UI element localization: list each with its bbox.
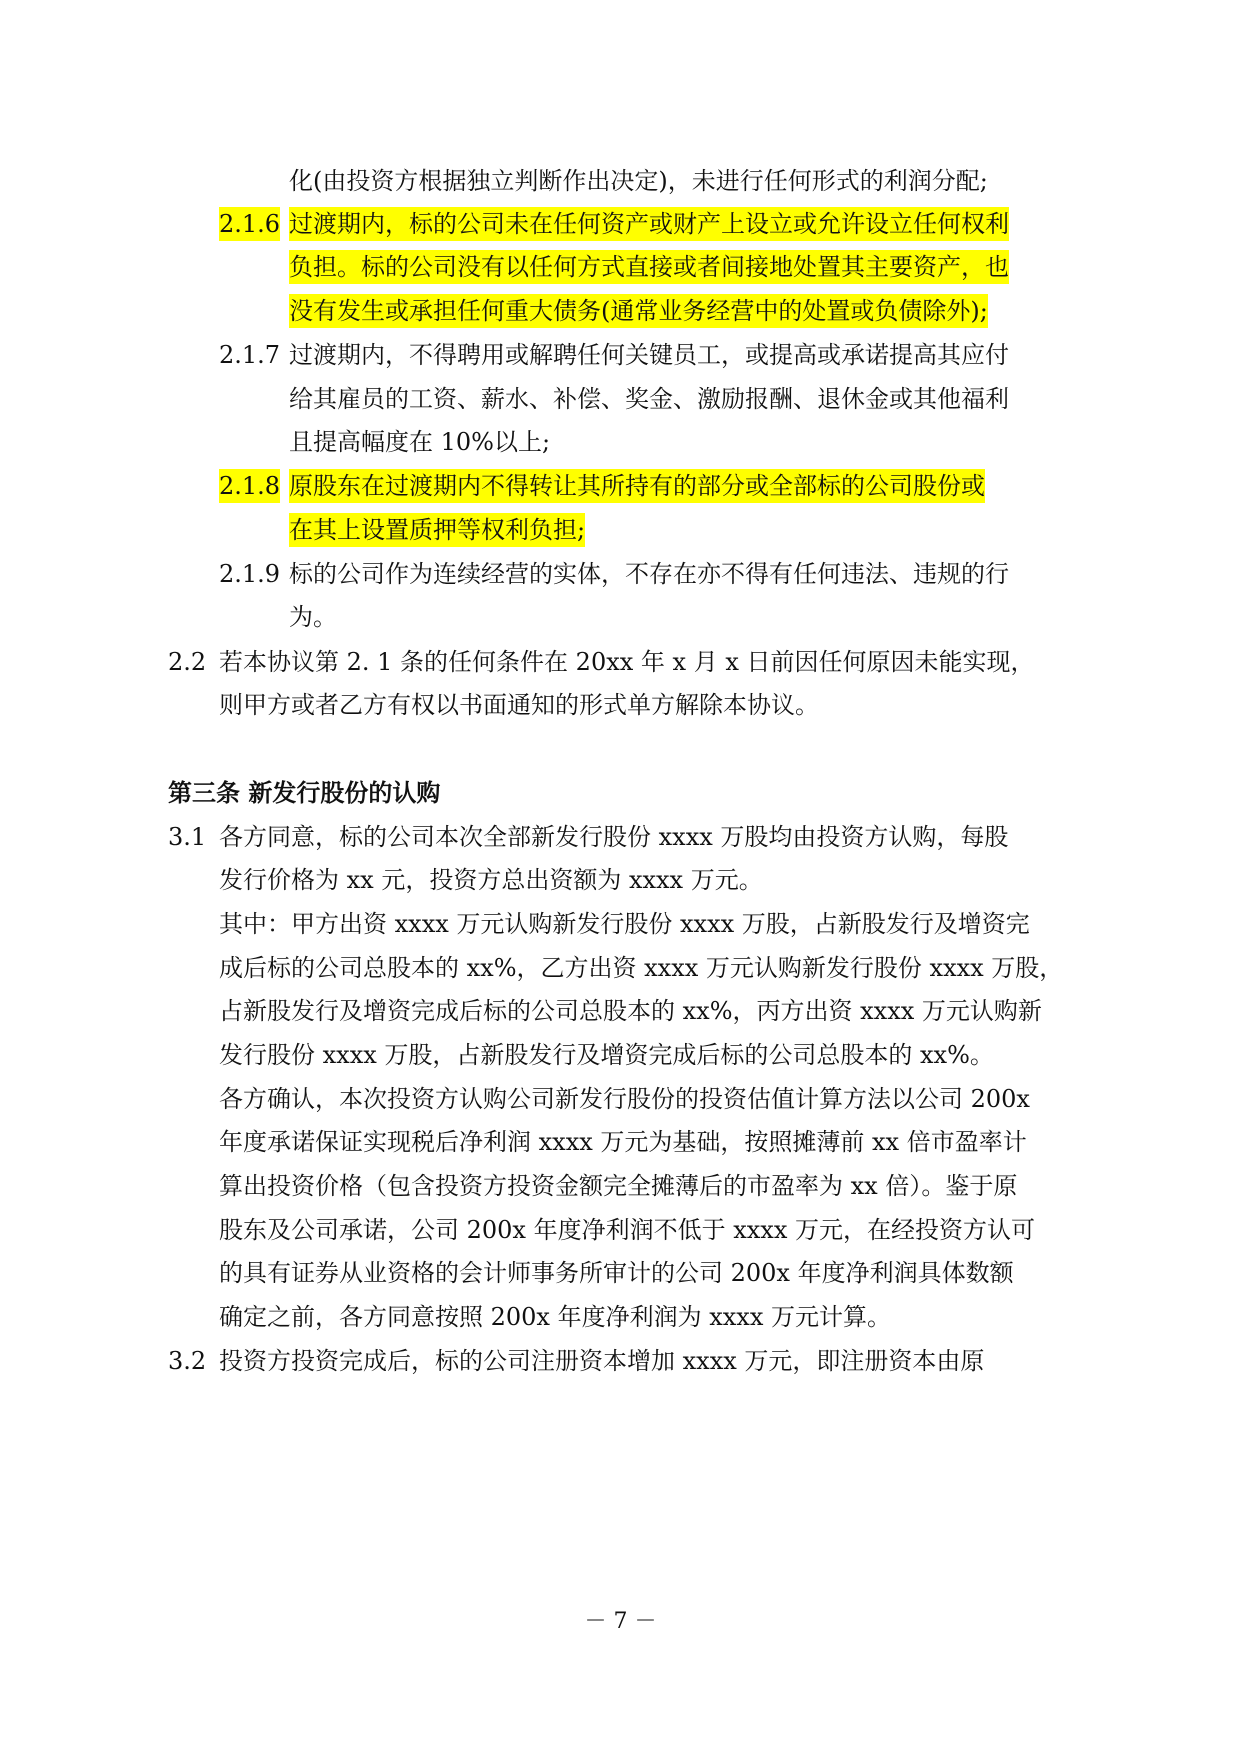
- clause-3-1-sub1-line-3: 占新股发行及增资完成后标的公司总股本的 xx%，丙方出资 xxxx 万元认购新: [219, 997, 1042, 1025]
- clause-3-2-line-1: 投资方投资完成后，标的公司注册资本增加 xxxx 万元，即注册资本由原: [219, 1347, 985, 1375]
- clause-3-1-line-1: 各方同意，标的公司本次全部新发行股份 xxxx 万股均由投资方认购，每股: [219, 823, 1009, 851]
- clause-2-1-9-line-2: 为。: [289, 603, 337, 631]
- section-3-heading: 第三条 新发行股份的认购: [168, 779, 441, 807]
- clause-number-3-2: 3.2: [168, 1347, 207, 1375]
- clause-number-2-1-6: 2.1.6: [219, 207, 280, 241]
- clause-3-1-sub1-line-2: 成后标的公司总股本的 xx%，乙方出资 xxxx 万元认购新发行股份 xxxx 万股，: [219, 954, 1064, 982]
- clause-2-1-6-line-1: 过渡期内，标的公司未在任何资产或财产上设立或允许设立任何权利: [289, 207, 1009, 241]
- clause-2-1-6-line-2: 负担。标的公司没有以任何方式直接或者间接地处置其主要资产，也: [289, 250, 1009, 284]
- clause-3-1-sub2-line-3: 算出投资价格（包含投资方投资金额完全摊薄后的市盈率为 xx 倍）。鉴于原: [219, 1172, 1018, 1200]
- clause-3-1-sub2-line-1: 各方确认，本次投资方认购公司新发行股份的投资估值计算方法以公司 200x: [219, 1085, 1030, 1113]
- clause-2-1-6-line-3: 没有发生或承担任何重大债务(通常业务经营中的处置或负债除外);: [289, 294, 988, 328]
- clause-3-1-sub1-line-4: 发行股份 xxxx 万股，占新股发行及增资完成后标的公司总股本的 xx%。: [219, 1041, 994, 1069]
- clause-3-1-line-2: 发行价格为 xx 元，投资方总出资额为 xxxx 万元。: [219, 866, 763, 894]
- clause-3-1-sub1-line-1: 其中：甲方出资 xxxx 万元认购新发行股份 xxxx 万股，占新股发行及增资完: [219, 910, 1030, 938]
- clause-2-2-line-2: 则甲方或者乙方有权以书面通知的形式单方解除本协议。: [219, 691, 819, 719]
- clause-2-1-9-line-1: 标的公司作为连续经营的实体，不存在亦不得有任何违法、违规的行: [289, 560, 1009, 588]
- clause-number-3-1: 3.1: [168, 823, 207, 851]
- clause-2-1-8-line-2: 在其上设置质押等权利负担;: [289, 513, 585, 547]
- clause-3-1-sub2-line-2: 年度承诺保证实现税后净利润 xxxx 万元为基础，按照摊薄前 xx 倍市盈率计: [219, 1128, 1027, 1156]
- clause-number-2-1-8: 2.1.8: [219, 469, 280, 503]
- clause-2-1-7-line-1: 过渡期内，不得聘用或解聘任何关键员工，或提高或承诺提高其应付: [289, 341, 1009, 369]
- clause-2-1-7-line-2: 给其雇员的工资、薪水、补偿、奖金、激励报酬、退休金或其他福利: [289, 385, 1009, 413]
- clause-2-1-7-line-3: 且提高幅度在 10%以上;: [289, 428, 551, 456]
- clause-2-1-5-continuation: 化(由投资方根据独立判断作出决定)，未进行任何形式的利润分配;: [289, 167, 988, 195]
- clause-3-1-sub2-line-6: 确定之前，各方同意按照 200x 年度净利润为 xxxx 万元计算。: [219, 1303, 891, 1331]
- clause-2-1-8-line-1: 原股东在过渡期内不得转让其所持有的部分或全部标的公司股份或: [289, 469, 985, 503]
- clause-3-1-sub2-line-4: 股东及公司承诺，公司 200x 年度净利润不低于 xxxx 万元，在经投资方认可: [219, 1216, 1035, 1244]
- clause-number-2-1-7: 2.1.7: [219, 341, 281, 369]
- clause-2-2-line-1: 若本协议第 2. 1 条的任何条件在 20xx 年 x 月 x 日前因任何原因未能实现，: [219, 648, 1035, 676]
- clause-number-2-2: 2.2: [168, 648, 207, 676]
- clause-number-2-1-9: 2.1.9: [219, 560, 281, 588]
- clause-3-1-sub2-line-5: 的具有证券从业资格的会计师事务所审计的公司 200x 年度净利润具体数额: [219, 1259, 1014, 1287]
- page-number: － 7 －: [584, 1609, 657, 1634]
